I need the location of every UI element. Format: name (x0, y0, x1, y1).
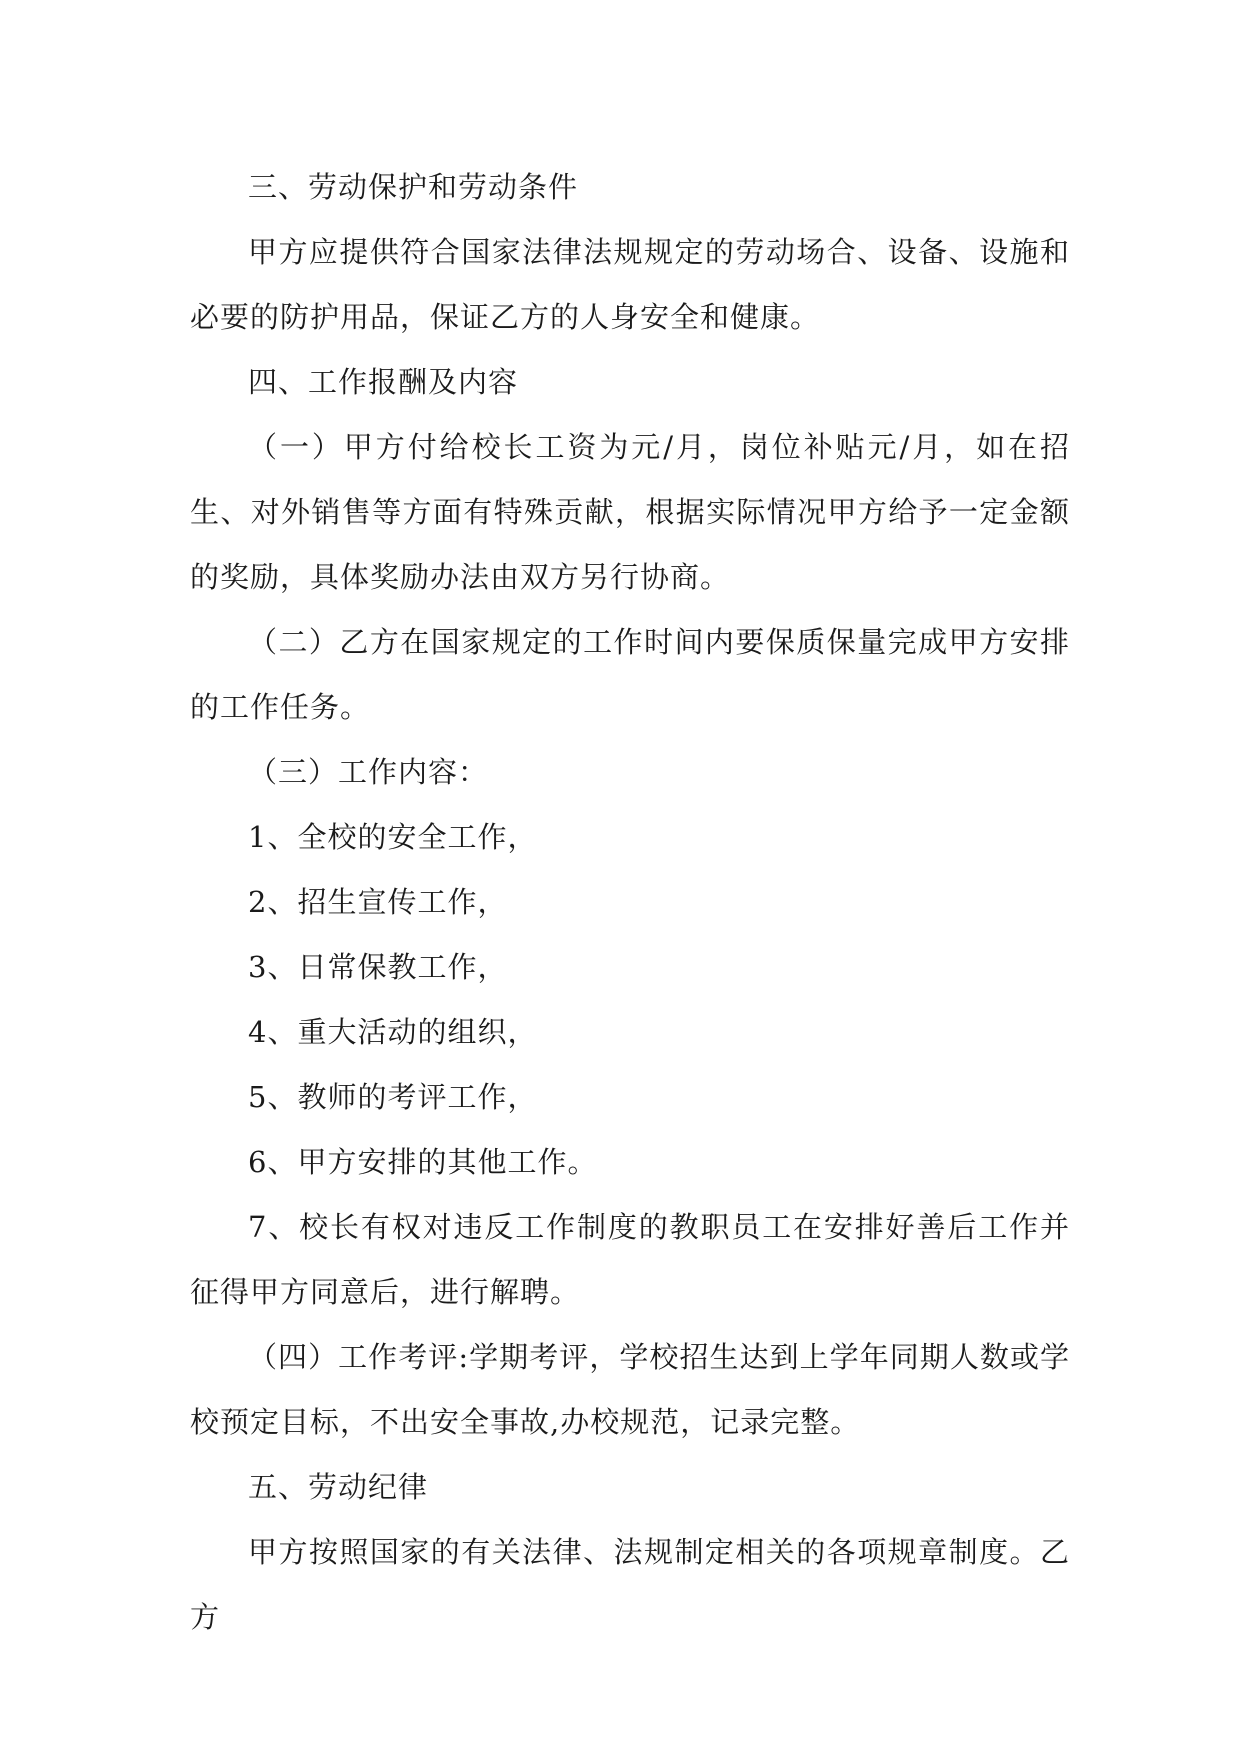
list-item: 6、甲方安排的其他工作。 (248, 1145, 598, 1179)
list-item: 5、教师的考评工作， (248, 1080, 538, 1114)
section-heading-labor-protection: 三、劳动保护和劳动条件 (248, 170, 579, 204)
list-item: 2、招生宣传工作， (248, 885, 508, 919)
paragraph-work-evaluation: （四）工作考评:学期考评，学校招生达到上学年同期人数或学校预定目标，不出安全事故,办校规范，记录完整。 (190, 1340, 1070, 1439)
paragraph-work-content-heading: （三）工作内容： (248, 755, 489, 789)
paragraph-rules: 甲方按照国家的有关法律、法规制定相关的各项规章制度。乙方 (190, 1535, 1070, 1634)
paragraph-work-tasks: （二）乙方在国家规定的工作时间内要保质保量完成甲方安排的工作任务。 (190, 625, 1070, 724)
paragraph-salary: （一）甲方付给校长工资为元/月，岗位补贴元/月，如在招生、对外销售等方面有特殊贡献，根据实际情况甲方给予一定金额的奖励，具体奖励办法由双方另行协商。 (190, 430, 1070, 594)
list-item: 7、校长有权对违反工作制度的教职员工在安排好善后工作并征得甲方同意后，进行解聘。 (190, 1210, 1070, 1309)
section-heading-labor-discipline: 五、劳动纪律 (248, 1470, 429, 1504)
paragraph-workplace-safety: 甲方应提供符合国家法律法规规定的劳动场合、设备、设施和必要的防护用品，保证乙方的人身安全和健康。 (190, 235, 1070, 334)
list-item: 3、日常保教工作， (248, 950, 508, 984)
list-item: 1、全校的安全工作， (248, 820, 538, 854)
list-item: 4、重大活动的组织， (248, 1015, 538, 1049)
section-heading-remuneration: 四、工作报酬及内容 (248, 365, 519, 399)
document-body (190, 155, 1070, 1650)
